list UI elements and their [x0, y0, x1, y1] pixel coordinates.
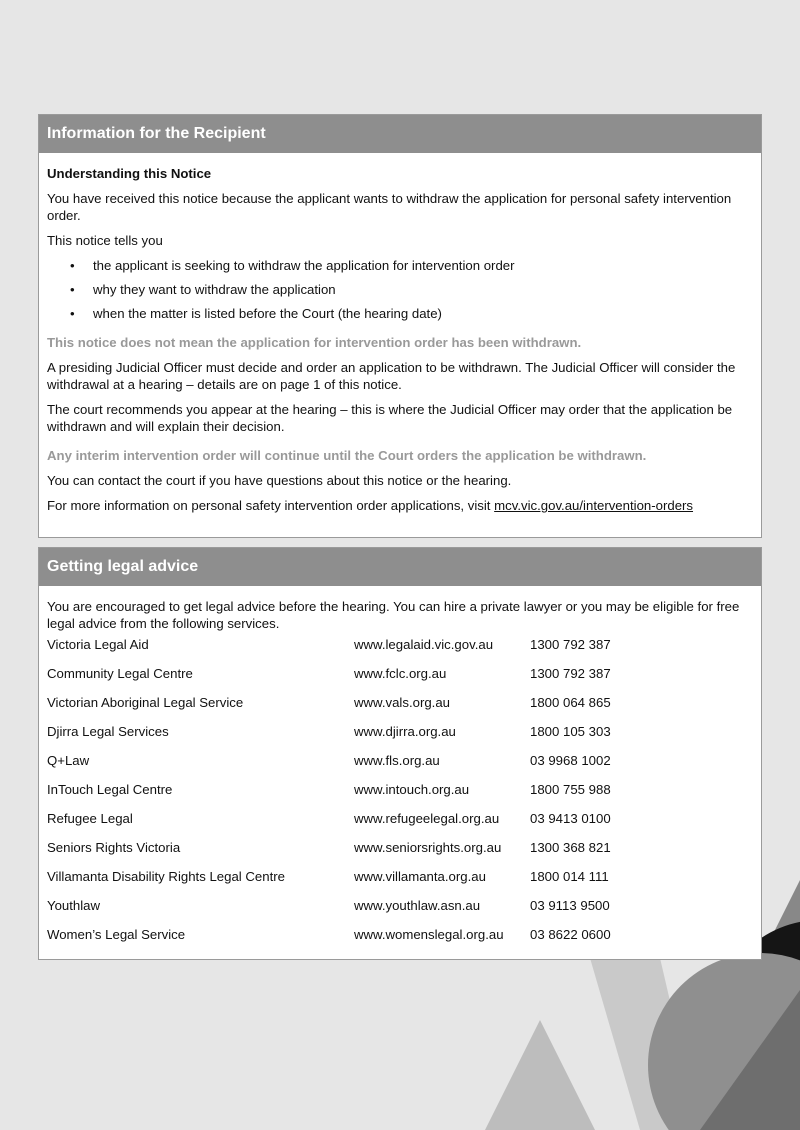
table-row [47, 665, 611, 694]
court-recommends-paragraph: The court recommends you appear at the hearing – this is where the Judicial Officer may order that the application be withdrawn and will explain their decision. [47, 402, 733, 434]
service-website: www.djirra.org.au [354, 724, 456, 739]
not-withdrawn-notice: This notice does not mean the application for intervention order has been withdrawn. [47, 335, 582, 350]
info-section-header: Information for the Recipient [39, 115, 761, 153]
service-phone: 1800 105 303 [530, 724, 611, 739]
service-website: www.womenslegal.org.au [354, 927, 504, 942]
list-item: • the applicant is seeking to withdraw the application for intervention order [47, 257, 753, 274]
interim-order-notice: Any interim intervention order will continue until the Court orders the application be withdrawn. [47, 448, 647, 463]
service-phone: 1300 792 387 [530, 666, 611, 681]
service-website: www.vals.org.au [354, 695, 451, 710]
service-phone: 1800 064 865 [530, 695, 611, 710]
table-row [47, 723, 611, 752]
table-row [47, 868, 611, 897]
service-name: Q+Law [47, 753, 90, 768]
service-phone: 1800 014 111 [530, 869, 609, 884]
service-name: Villamanta Disability Rights Legal Centre [47, 869, 285, 884]
service-website: www.villamanta.org.au [354, 869, 486, 884]
tells-you-text: This notice tells you [47, 233, 163, 248]
service-phone: 1800 755 988 [530, 782, 611, 797]
table-row [47, 636, 611, 665]
service-website: www.intouch.org.au [354, 782, 470, 797]
service-website: www.refugeelegal.org.au [354, 811, 500, 826]
service-phone: 03 9968 1002 [530, 753, 611, 768]
service-name: Victorian Aboriginal Legal Service [47, 695, 244, 710]
service-name: Victoria Legal Aid [47, 637, 149, 652]
understanding-notice-heading: Understanding this Notice [47, 166, 212, 181]
service-website: www.seniorsrights.org.au [354, 840, 502, 855]
table-row [47, 752, 611, 781]
service-name: Refugee Legal [47, 811, 133, 826]
list-item: • when the matter is listed before the Court (the hearing date) [47, 305, 753, 322]
service-website: www.fclc.org.au [354, 666, 447, 681]
service-phone: 03 8622 0600 [530, 927, 611, 942]
service-phone: 03 9413 0100 [530, 811, 611, 826]
table-row [47, 810, 611, 839]
more-info-text: For more information on personal safety intervention order applications, visit [47, 498, 495, 513]
service-phone: 03 9113 9500 [530, 898, 610, 913]
table-row [47, 781, 611, 810]
judicial-officer-paragraph: A presiding Judicial Officer must decide and order an application to be withdrawn. The Judicial Officer will consider the withdrawal at a hearing – details are on page 1 of this notice. [47, 360, 736, 392]
service-name: Community Legal Centre [47, 666, 193, 681]
table-row [47, 839, 611, 868]
service-phone: 1300 792 387 [530, 637, 611, 652]
table-row [47, 926, 611, 955]
service-website: www.fls.org.au [354, 753, 440, 768]
service-website: www.legalaid.vic.gov.au [354, 637, 494, 652]
info-for-recipient-section [38, 114, 762, 538]
legal-services-table [47, 636, 611, 955]
service-name: Women’s Legal Service [47, 927, 186, 942]
legal-section-header: Getting legal advice [39, 548, 761, 586]
list-item: • why they want to withdraw the application [47, 281, 753, 298]
intervention-orders-link[interactable]: mcv.vic.gov.au/intervention-orders [494, 498, 694, 513]
service-name: InTouch Legal Centre [47, 782, 173, 797]
service-name: Seniors Rights Victoria [47, 840, 181, 855]
contact-court-paragraph: You can contact the court if you have questions about this notice or the hearing. [47, 473, 512, 488]
decor-triangle-left [485, 1020, 595, 1130]
legal-advice-section [38, 547, 762, 960]
notice-bullet-list [47, 257, 753, 322]
legal-intro-paragraph: You are encouraged to get legal advice before the hearing. You can hire a private lawyer or you may be eligible for free legal advice from the following services. [47, 599, 740, 631]
more-info-paragraph [47, 497, 753, 514]
service-name: Youthlaw [47, 898, 101, 913]
table-row [47, 897, 611, 926]
service-website: www.youthlaw.asn.au [354, 898, 481, 913]
service-phone: 1300 368 821 [530, 840, 611, 855]
table-row [47, 694, 611, 723]
intro-paragraph: You have received this notice because the applicant wants to withdraw the application for personal safety intervention order. [47, 191, 732, 223]
service-name: Djirra Legal Services [47, 724, 169, 739]
